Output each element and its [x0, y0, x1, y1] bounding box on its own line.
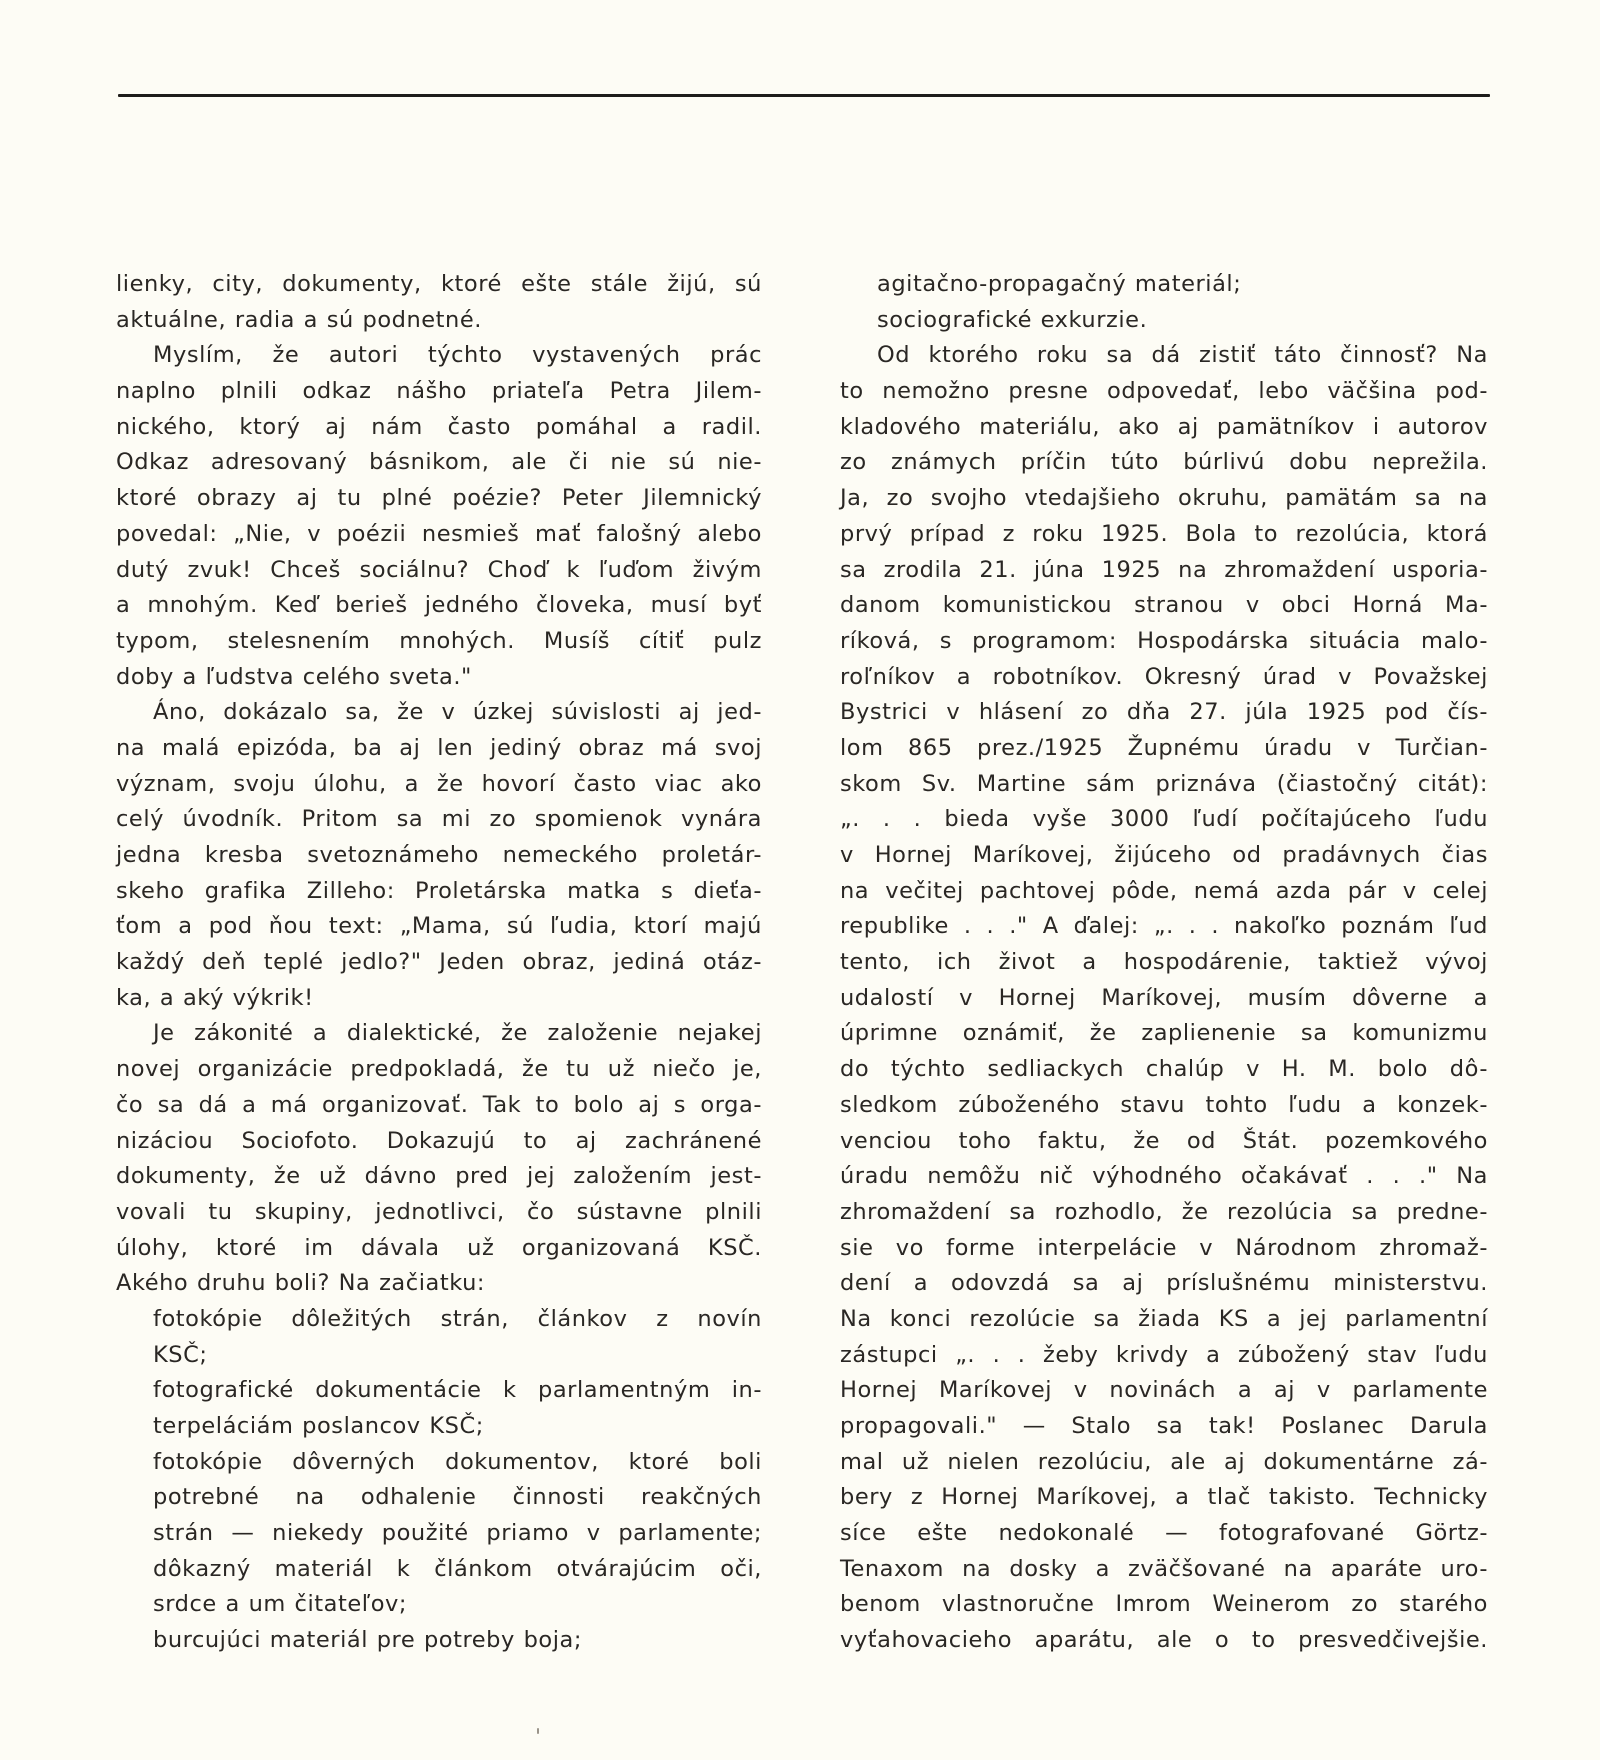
paragraph-line: aktuálne, radia a sú podnetné. [116, 306, 482, 333]
paragraph-line: význam, svoju úlohu, a že hovorí často viac ako [116, 770, 762, 797]
paragraph-line: dutý zvuk! Chceš sociálnu? Choď k ľuďom živým [116, 556, 762, 583]
paragraph-line: „. . . bieda vyše 3000 ľudí počítajúceho ľudu [840, 806, 1488, 833]
paragraph-line: republike . . ." A ďalej: „. . . nakoľko poznám ľud [840, 913, 1488, 940]
paragraph-line: skeho grafika Zilleho: Proletárska matka s dieťa- [116, 877, 762, 904]
paragraph-line: Myslím, že autori týchto vystavených prác [153, 342, 762, 369]
paragraph-line: Odkaz adresovaný básnikom, ale či nie sú nie- [116, 449, 762, 476]
paragraph-line: tento, ich život a hospodárenie, taktiež vývoj [840, 949, 1488, 976]
list-item-line: burcujúci materiál pre potreby boja; [153, 1627, 582, 1654]
paragraph-line: Ja, zo svojho vtedajšieho okruhu, pamätám sa na [840, 485, 1488, 512]
print-speck [537, 1728, 539, 1734]
paragraph-line: skom Sv. Martine sám priznáva (čiastočný citát): [840, 770, 1488, 797]
paragraph-line: Bystrici v hlásení zo dňa 27. júla 1925 pod čís- [840, 699, 1488, 726]
header-rule [118, 94, 1490, 97]
paragraph-line: ktoré obrazy aj tu plné poézie? Peter Jilemnický [116, 485, 762, 512]
paragraph-line: doby a ľudstva celého sveta." [116, 663, 472, 690]
paragraph-line: typom, stelesnením mnohých. Musíš cítiť pulz [116, 627, 762, 654]
paragraph-line: benom vlastnoručne Imrom Weinerom zo starého [840, 1591, 1488, 1618]
list-item-line: dôkazný materiál k článkom otvárajúcim oči, [153, 1555, 762, 1582]
list-item-line: terpeláciám poslancov KSČ; [153, 1413, 484, 1439]
list-item-line: fotografické dokumentácie k parlamentným in- [153, 1377, 762, 1404]
paragraph-line: zhromaždení sa rozhodlo, že rezolúcia sa predne- [840, 1198, 1488, 1225]
paragraph-line: lienky, city, dokumenty, ktoré ešte stále žijú, sú [116, 271, 762, 297]
list-item-line: fotokópie dôležitých strán, článkov z novín [153, 1305, 762, 1332]
paragraph-line: prvý prípad z roku 1925. Bola to rezolúcia, ktorá [840, 520, 1488, 547]
paragraph-line: úprimne oznámiť, že zaplienenie sa komunizmu [840, 1020, 1488, 1047]
paragraph-line: povedal: „Nie, v poézii nesmieš mať falošný alebo [116, 520, 762, 547]
paragraph-line: udalostí v Hornej Maríkovej, musím dôverne a [840, 984, 1488, 1011]
paragraph-line: sie vo forme interpelácie v Národnom zhromaž- [840, 1234, 1488, 1261]
paragraph-line: každý deň teplé jedlo?" Jeden obraz, jediná otáz- [116, 949, 762, 976]
paragraph-line: vyťahovacieho aparátu, ale o to presvedčivejšie. [840, 1627, 1488, 1654]
paragraph-line: kladového materiálu, ako aj pamätníkov i autorov [840, 413, 1488, 440]
paragraph-line: Je zákonité a dialektické, že založenie nejakej [153, 1020, 762, 1047]
paragraph-line: Hornej Maríkovej v novinách a aj v parlamente [840, 1377, 1488, 1404]
paragraph-line: novej organizácie predpokladá, že tu už niečo je, [116, 1056, 762, 1083]
paragraph-line: bery z Hornej Maríkovej, a tlač takisto. Technicky [840, 1484, 1488, 1511]
list-item-line: potrebné na odhalenie činnosti reakčných [153, 1484, 762, 1511]
paragraph-line: sa zrodila 21. júna 1925 na zhromaždení usporia- [840, 556, 1488, 583]
paragraph-line: síce ešte nedokonalé — fotografované Görtz- [840, 1520, 1488, 1547]
paragraph-line: roľníkov a robotníkov. Okresný úrad v Považskej [840, 663, 1488, 690]
paragraph-line: čo sa dá a má organizovať. Tak to bolo aj s orga- [116, 1091, 762, 1118]
list-item-line: agitačno-propagačný materiál; [877, 271, 1242, 297]
paragraph-line: ka, a aký výkrik! [116, 984, 314, 1011]
paragraph-line: Tenaxom na dosky a zväčšované na aparáte uro- [840, 1555, 1488, 1582]
paragraph-line: celý úvodník. Pritom sa mi zo spomienok vynára [116, 806, 762, 833]
paragraph-line: jedna kresba svetoznámeho nemeckého proletár- [116, 842, 762, 868]
paragraph-line: lom 865 prez./1925 Župnému úradu v Turčian- [840, 734, 1488, 761]
paragraph-line: úradu nemôžu nič výhodného očakávať . . ." Na [840, 1163, 1488, 1190]
paragraph-line: nizáciou Sociofoto. Dokazujú to aj zachránené [116, 1127, 762, 1154]
paragraph-line: na malá epizóda, ba aj len jediný obraz má svoj [116, 734, 762, 761]
list-item-line: fotokópie dôverných dokumentov, ktoré boli [153, 1448, 762, 1475]
paragraph-line: Akého druhu boli? Na začiatku: [116, 1270, 486, 1297]
paragraph-line: nického, ktorý aj nám často pomáhal a radil. [116, 413, 762, 440]
paragraph-line: ríková, s programom: Hospodárska situácia malo- [840, 627, 1488, 654]
list-item-line: KSČ; [153, 1341, 208, 1368]
paragraph-line: dokumenty, že už dávno pred jej založením jest- [116, 1163, 762, 1190]
paragraph-line: mal už nielen rezolúciu, ale aj dokumentárne zá- [840, 1448, 1488, 1475]
paragraph-line: na večitej pachtovej pôde, nemá azda pár v celej [840, 877, 1488, 904]
paragraph-line: vovali tu skupiny, jednotlivci, čo sústavne plnili [116, 1198, 762, 1225]
paragraph-line: úlohy, ktoré im dávala už organizovaná KSČ. [116, 1234, 762, 1261]
paragraph-line: sledkom zúboženého stavu tohto ľudu a konzek- [840, 1091, 1488, 1118]
paragraph-line: Od ktorého roku sa dá zistiť táto činnosť? Na [877, 342, 1488, 369]
paragraph-line: v Hornej Maríkovej, žijúceho od pradávnych čias [840, 842, 1488, 868]
paragraph-line: zástupci „. . . žeby krivdy a zúbožený stav ľudu [840, 1341, 1488, 1368]
paragraph-line: Áno, dokázalo sa, že v úzkej súvislosti aj jed- [153, 699, 762, 726]
paragraph-line: danom komunistickou stranou v obci Horná Ma- [840, 592, 1488, 619]
paragraph-line: venciou toho faktu, že od Štát. pozemkového [840, 1127, 1488, 1154]
paragraph-line: propagovali." — Stalo sa tak! Poslanec Darula [840, 1413, 1488, 1439]
paragraph-line: a mnohým. Keď berieš jedného človeka, musí byť [116, 592, 762, 619]
left-column [116, 267, 762, 1659]
paragraph-line: naplno plnili odkaz nášho priateľa Petra Jilem- [116, 378, 762, 405]
list-item-line: strán — niekedy použité priamo v parlamente; [153, 1520, 762, 1547]
paragraph-line: to nemožno presne odpovedať, lebo väčšina pod- [840, 378, 1488, 405]
paragraph-line: dení a odovzdá sa aj príslušnému ministerstvu. [840, 1270, 1488, 1297]
paragraph-line: do týchto sedliackych chalúp v H. M. bolo dô- [840, 1056, 1488, 1083]
list-item-line: sociografické exkurzie. [877, 306, 1148, 333]
paragraph-line: zo známych príčin túto búrlivú dobu neprežila. [840, 449, 1488, 476]
list-item-line: srdce a um čitateľov; [153, 1591, 408, 1618]
right-column [840, 267, 1488, 1659]
paragraph-line: Na konci rezolúcie sa žiada KS a jej parlamentní [840, 1305, 1488, 1332]
paragraph-line: ťom a pod ňou text: „Mama, sú ľudia, ktorí majú [116, 913, 762, 940]
